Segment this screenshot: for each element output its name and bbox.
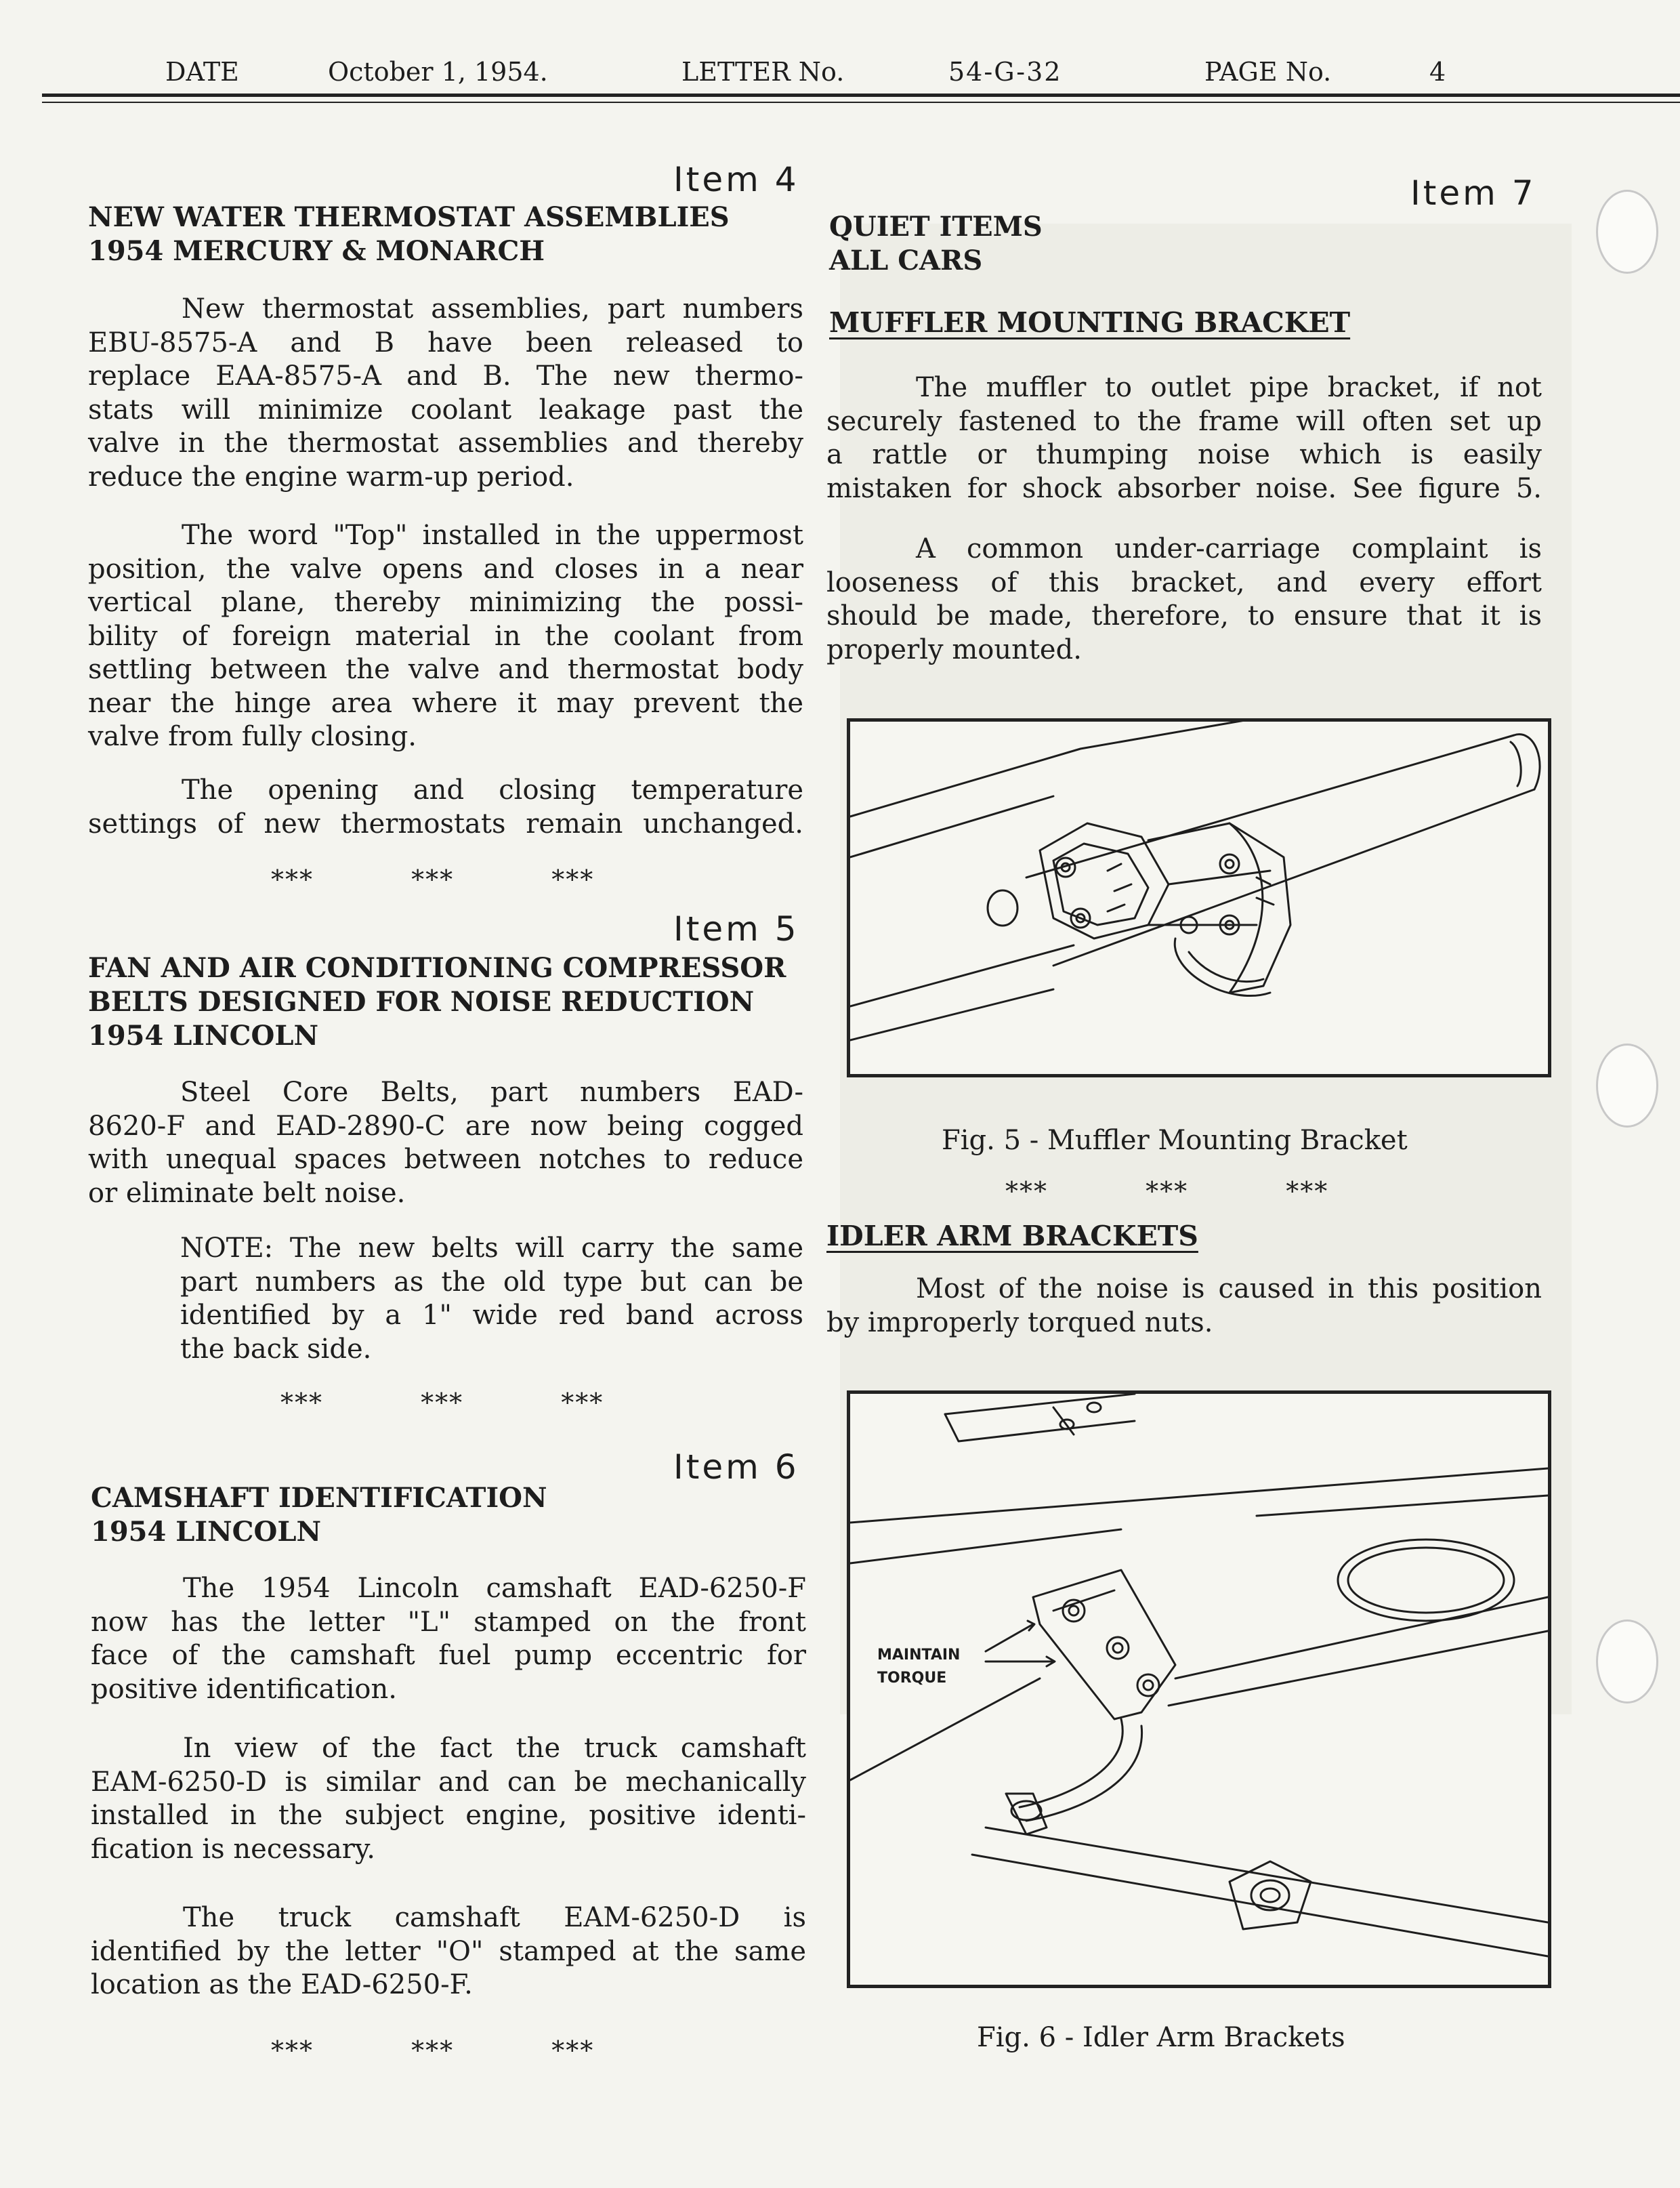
item-7-separator: [1005, 1176, 1328, 1206]
text-line: installed in the subject engine, positive identi-: [91, 1800, 806, 1831]
item-6-paragraph-3: [91, 1901, 806, 2002]
star-separator: ***: [271, 2036, 314, 2065]
item-5-separator: [280, 1388, 604, 1418]
text-line: the back side.: [180, 1333, 372, 1365]
text-line: In view of the fact the truck camshaft: [183, 1733, 806, 1764]
text-line: or eliminate belt noise.: [88, 1177, 406, 1209]
text-line: stats will minimize coolant leakage past the: [88, 394, 803, 426]
letter-value: 54-G-32: [948, 57, 1062, 87]
muffler-bracket-subheading: MUFFLER MOUNTING BRACKET: [829, 306, 1351, 339]
text-line: Steel Core Belts, part numbers EAD-: [180, 1077, 803, 1108]
text-line: position, the valve opens and closes in a near: [88, 553, 803, 585]
text-line: NOTE: The new belts will carry the same: [180, 1233, 803, 1264]
star-separator: ***: [1005, 1176, 1048, 1206]
text-line: EBU-8575-A and B have been released to: [88, 327, 803, 358]
binder-hole-top: [1596, 190, 1658, 274]
text-line: looseness of this bracket, and every effort: [826, 566, 1542, 598]
star-separator: ***: [271, 865, 314, 894]
text-line: with unequal spaces between notches to reduce: [88, 1144, 803, 1175]
item-6-label: Item 6: [673, 1447, 799, 1487]
star-separator: ***: [1286, 1176, 1329, 1206]
item-7-paragraph-2: [826, 533, 1542, 667]
heading-line: BELTS DESIGNED FOR NOISE REDUCTION: [88, 986, 755, 1018]
text-line: near the hinge area where it may prevent the: [88, 687, 803, 719]
text-line: location as the EAD-6250-F.: [91, 1969, 473, 2000]
item-4-paragraph-2: [88, 519, 803, 754]
header-rule-thin: [42, 102, 1680, 103]
text-line: identified by the letter "O" stamped at the same: [91, 1935, 806, 1967]
muffler-bracket-illustration: [850, 722, 1548, 1074]
idler-arm-illustration: [850, 1394, 1548, 1985]
item-5-heading: [88, 951, 786, 1053]
text-line: A common under-carriage complaint is: [916, 533, 1542, 564]
text-line: The word "Top" installed in the uppermost: [182, 520, 803, 551]
heading-line: CAMSHAFT IDENTIFICATION: [91, 1482, 547, 1514]
item-7-label: Item 7: [1410, 173, 1536, 213]
item-5-label: Item 5: [673, 909, 799, 949]
text-line: The 1954 Lincoln camshaft EAD-6250-F: [183, 1573, 806, 1604]
item-6-paragraph-1: [91, 1572, 806, 1706]
item-7-heading: [829, 210, 1043, 278]
item-4-heading: [88, 201, 730, 268]
text-line: The muffler to outlet pipe bracket, if not: [916, 372, 1542, 403]
text-line: settling between the valve and thermostat body: [88, 654, 803, 685]
text-line: properly mounted.: [826, 634, 1082, 665]
item-4-paragraph-3: [88, 774, 803, 841]
text-line: positive identification.: [91, 1673, 397, 1705]
item-5-note: [180, 1232, 803, 1366]
text-line: vertical plane, thereby minimizing the possi-: [88, 587, 803, 618]
star-separator: ***: [551, 865, 595, 894]
star-separator: ***: [561, 1388, 604, 1418]
star-separator: ***: [280, 1388, 323, 1418]
maintain-label: MAINTAIN: [877, 1647, 961, 1664]
text-line: face of the camshaft fuel pump eccentric for: [91, 1640, 806, 1671]
figure-6-idler-arm-brackets: [847, 1390, 1551, 1988]
star-separator: ***: [1146, 1176, 1189, 1206]
item-5-paragraph-1: [88, 1076, 803, 1210]
text-line: The opening and closing temperature: [182, 775, 803, 806]
item-6-separator: [271, 2036, 594, 2065]
heading-line: NEW WATER THERMOSTAT ASSEMBLIES: [88, 201, 730, 233]
text-line: mistaken for shock absorber noise. See figure 5.: [826, 472, 1542, 504]
text-line: The truck camshaft EAM-6250-D is: [183, 1902, 806, 1933]
star-separator: ***: [411, 865, 455, 894]
page-value: 4: [1429, 57, 1446, 87]
torque-label: TORQUE: [877, 1670, 947, 1687]
text-line: Most of the noise is caused in this position: [916, 1273, 1542, 1304]
binder-hole-middle: [1596, 1044, 1658, 1128]
item-7-paragraph-3: [826, 1273, 1542, 1340]
text-line: settings of new thermostats remain unchanged.: [88, 808, 803, 840]
heading-line: ALL CARS: [829, 245, 983, 276]
text-line: replace EAA-8575-A and B. The new thermo-: [88, 360, 803, 392]
header-rule-thick: [42, 94, 1680, 97]
item-4-paragraph-1: [88, 293, 803, 494]
text-line: 8620-F and EAD-2890-C are now being cogged: [88, 1110, 803, 1142]
item-6-paragraph-2: [91, 1732, 806, 1866]
heading-line: FAN AND AIR CONDITIONING COMPRESSOR: [88, 952, 786, 984]
figure-5-caption: Fig. 5 - Muffler Mounting Bracket: [942, 1125, 1408, 1156]
text-line: should be made, therefore, to ensure that it is: [826, 600, 1542, 632]
date-label: DATE: [165, 57, 239, 87]
text-line: valve from fully closing.: [88, 721, 417, 752]
text-line: by improperly torqued nuts.: [826, 1306, 1213, 1338]
star-separator: ***: [421, 1388, 464, 1418]
item-7-paragraph-1: [826, 371, 1542, 505]
text-line: now has the letter "L" stamped on the front: [91, 1606, 806, 1638]
binder-hole-bottom: [1596, 1619, 1658, 1704]
figure-5-muffler-bracket: [847, 718, 1551, 1077]
figure-6-caption: Fig. 6 - Idler Arm Brackets: [977, 2022, 1345, 2053]
text-line: EAM-6250-D is similar and can be mechanically: [91, 1766, 806, 1798]
letter-label: LETTER No.: [681, 57, 845, 87]
text-line: part numbers as the old type but can be: [180, 1266, 803, 1298]
item-4-label: Item 4: [673, 160, 799, 199]
date-value: October 1, 1954.: [328, 57, 548, 87]
text-line: reduce the engine warm-up period.: [88, 461, 574, 493]
heading-line: 1954 LINCOLN: [88, 1020, 319, 1052]
text-line: fication is necessary.: [91, 1833, 375, 1865]
item-4-separator: [271, 865, 594, 894]
heading-line: 1954 MERCURY & MONARCH: [88, 235, 545, 267]
text-line: valve in the thermostat assemblies and thereby: [88, 428, 803, 459]
heading-line: 1954 LINCOLN: [91, 1516, 322, 1548]
star-separator: ***: [411, 2036, 455, 2065]
text-line: identified by a 1" wide red band across: [180, 1300, 803, 1331]
text-line: securely fastened to the frame will often set up: [826, 405, 1542, 437]
text-line: bility of foreign material in the coolant from: [88, 620, 803, 652]
heading-line: QUIET ITEMS: [829, 211, 1043, 243]
star-separator: ***: [551, 2036, 595, 2065]
page-label: PAGE No.: [1204, 57, 1332, 87]
item-6-heading: [91, 1481, 547, 1549]
text-line: a rattle or thumping noise which is easily: [826, 439, 1542, 470]
text-line: New thermostat assemblies, part numbers: [182, 293, 803, 325]
idler-arm-subheading: IDLER ARM BRACKETS: [826, 1220, 1198, 1252]
